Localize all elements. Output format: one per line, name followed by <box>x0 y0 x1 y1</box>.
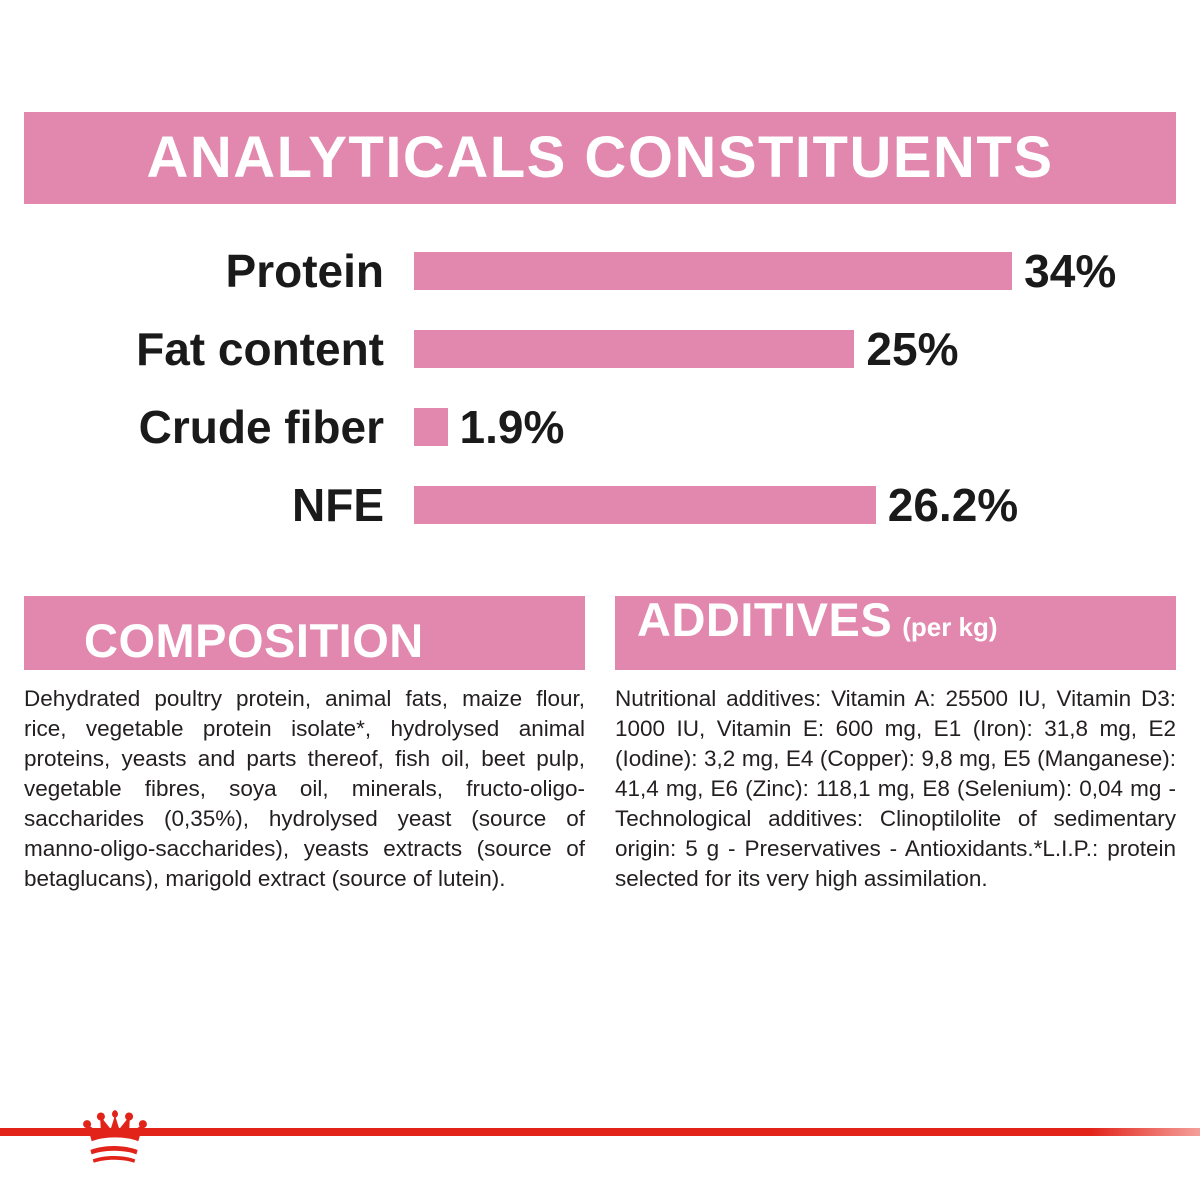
bar-label: Protein <box>225 245 384 297</box>
additives-header <box>615 593 1176 670</box>
analyticals-banner <box>24 112 1176 204</box>
additives-panel <box>615 593 1176 894</box>
bar-row <box>24 466 1176 544</box>
analyticals-bar-chart <box>24 232 1176 552</box>
composition-title: COMPOSITION <box>84 614 424 667</box>
composition-panel <box>24 596 585 894</box>
bar-label: Fat content <box>136 323 384 375</box>
bar-track <box>414 232 1176 310</box>
additives-text: Nutritional additives: Vitamin A: 25500 IU, Vitamin D3: 1000 IU, Vitamin E: 600 mg, E1 (Iron): 31,8 mg, E2 (Iodine): 3,2 mg, E4 (Copper): 9,8 mg, E5 (Manganese): 41,4 mg, E6 (Zinc): 118,1 mg, E8 (Selenium): 0,04 mg - Technological additives: Clinoptilolite of sedimentary origin: 5 g - Preservatives - Antioxidants.*L.I.P.: protein selected for its very high assimilation. <box>615 686 1176 891</box>
bar-row <box>24 232 1176 310</box>
bar-fill <box>414 408 448 446</box>
bar-label: Crude fiber <box>138 401 384 453</box>
detail-panels <box>24 593 1176 894</box>
bar-track <box>414 310 1176 388</box>
bar-track <box>414 388 1176 466</box>
bar-value: 34% <box>1024 245 1117 297</box>
royal-canin-crown-icon <box>68 1104 160 1166</box>
bar-value: 25% <box>866 323 959 375</box>
brand-accent-bar <box>0 1128 1200 1136</box>
bar-label: NFE <box>292 479 384 531</box>
analyticals-title: ANALYTICALS CONSTITUENTS <box>146 125 1054 190</box>
bar-row <box>24 310 1176 388</box>
bar-value: 1.9% <box>459 401 565 453</box>
composition-text: Dehydrated poultry protein, animal fats, maize flour, rice, vegetable protein isolate*, hydrolysed animal proteins, yeasts and parts thereof, fish oil, beet pulp, vegetable fibres, soya oil, minerals, fructo-oligo-saccharides (0,35%), hydrolysed yeast (source of manno-oligo-saccharides), yeasts extracts (source of betaglucans), marigold extract (source of lutein). <box>24 686 585 891</box>
bar-track <box>414 466 1176 544</box>
brand-accent-fade <box>1090 1128 1200 1136</box>
additives-subtitle: (per kg) <box>902 612 998 642</box>
bar-fill <box>414 252 1012 290</box>
bar-value: 26.2% <box>887 479 1019 531</box>
bar-row <box>24 388 1176 466</box>
additives-title: ADDITIVES <box>637 593 893 646</box>
composition-header <box>24 596 585 670</box>
bar-fill <box>414 330 854 368</box>
bar-fill <box>414 486 876 524</box>
